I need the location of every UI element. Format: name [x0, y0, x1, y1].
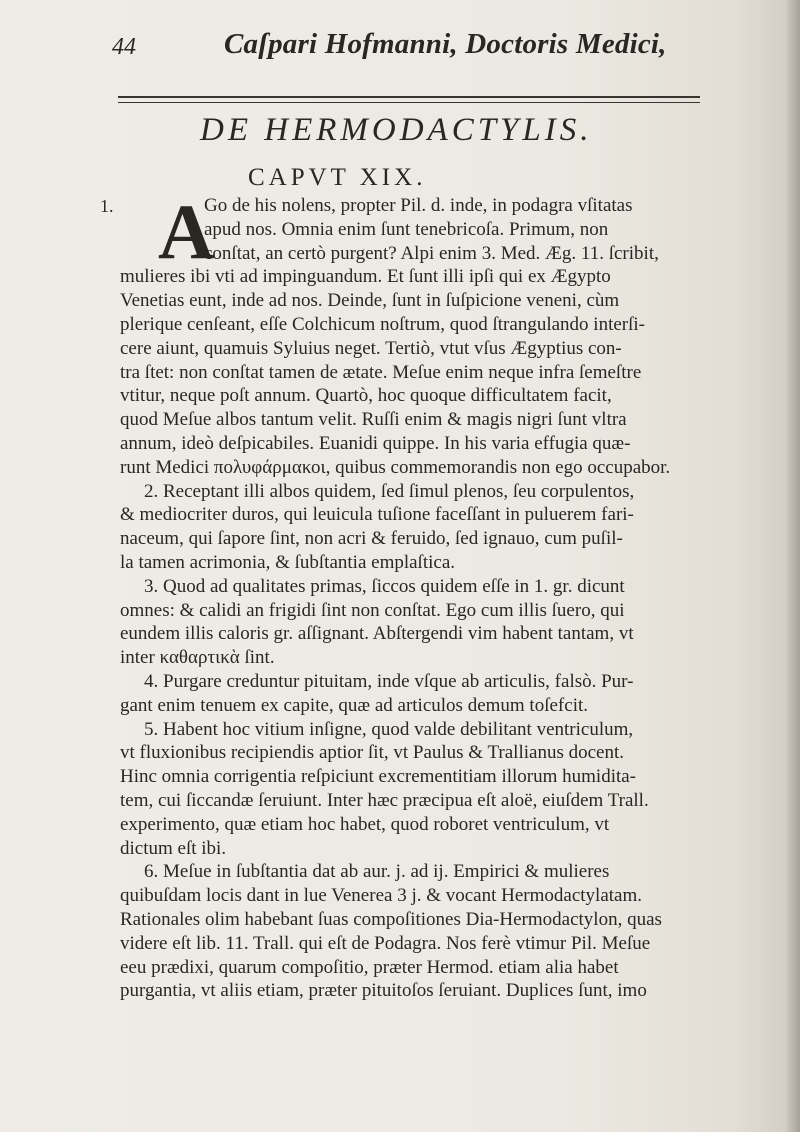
text-line: Hinc omnia corrigentia reſpiciunt excrementitiam illorum humidita- [120, 766, 637, 788]
text-line: Go de his nolens, propter Pil. d. inde, in podagra vſitatas [204, 195, 633, 216]
text-line: purgantia, vt aliis etiam, præter pituitoſos ſeruiant. Duplices ſunt, imo [120, 980, 647, 1002]
text-line: dictum eſt ibi. [120, 837, 227, 859]
text-line: vt fluxionibus recipiendis aptior ſit, vt Paulus & Trallianus docent. [120, 742, 624, 764]
text-line: omnes: & calidi an frigidi ſint non conſtat. Ego cum illis ſuero, qui [120, 599, 625, 621]
text-line: 2. Receptant illi albos quidem, ſed ſimul plenos, ſeu corpulentos, [144, 480, 635, 502]
text-line: runt Medici πολυφάρμακοι, quibus commemorandis non ego occupabor. [120, 456, 671, 478]
text-line: 6. Meſue in ſubſtantia dat ab aur. j. ad ij. Empirici & mulieres [144, 861, 610, 883]
text-line: tra ſtet: non conſtat tamen de ætate. Meſue enim neque infra ſemeſtre [120, 361, 642, 383]
page-number: 44 [112, 34, 136, 60]
text-line: tem, cui ſiccandæ ſeruiunt. Inter hæc præcipua eſt aloë, eiuſdem Trall. [120, 789, 649, 811]
text-line: inter καθαρτικὰ ſint. [120, 647, 275, 669]
text-line: eeu prædixi, quarum compoſitio, præter Hermod. etiam alia habet [120, 956, 619, 978]
text-line: experimento, quæ etiam hoc habet, quod roboret ventriculum, vt [120, 813, 610, 835]
text-line: videre eſt lib. 11. Trall. qui eſt de Podagra. Nos ferè vtimur Pil. Meſue [120, 932, 651, 954]
header-rule [118, 96, 700, 103]
text-line: naceum, qui ſapore ſint, non acri & feruido, ſed ignauo, cum puſil- [120, 528, 623, 550]
text-line: cere aiunt, quamuis Syluius neget. Tertiò, vtut vſus Ægyptius con- [120, 337, 622, 359]
text-line: apud nos. Omnia enim ſunt tenebricoſa. Primum, non [204, 218, 609, 240]
section-title: DE HERMODACTYLIS. [200, 112, 593, 148]
text-line: eundem illis caloris gr. aſſignant. Abſtergendi vim habent tantam, vt [120, 623, 634, 645]
paragraph-number: 1. [100, 196, 114, 216]
drop-cap: A [158, 188, 215, 275]
text-line: annum, ideò deſpicabiles. Euanidi quippe. In his varia effugia quæ- [120, 432, 631, 454]
text-line: 4. Purgare creduntur pituitam, inde vſque ab articulis, falsò. Pur- [144, 670, 634, 692]
text-line: vtitur, neque poſt annum. Quartò, hoc quoque difficultatem facit, [120, 385, 612, 407]
page-edge-shadow [786, 0, 800, 1132]
text-line: la tamen acrimonia, & ſubſtantia emplaſtica. [120, 551, 456, 573]
running-head [112, 20, 712, 68]
text-line: mulieres ibi vti ad impinguandum. Et ſunt illi ipſi qui ex Ægypto [120, 266, 611, 288]
text-line: quibuſdam locis dant in lue Venerea 3 j. & vocant Hermodactylatam. [120, 885, 642, 907]
running-head-title: Caſpari Hofmanni, Doctoris Medici, [224, 28, 667, 60]
text-line: gant enim tenuem ex capite, quæ ad articulos demum toſefcit. [120, 694, 588, 716]
body-text [120, 188, 760, 1003]
text-line: Venetias eunt, inde ad nos. Deinde, ſunt in ſuſpicione veneni, cùm [120, 290, 620, 312]
text-line: conſtat, an certò purgent? Alpi enim 3. Med. Æg. 11. ſcribit, [204, 242, 659, 264]
chapter-heading: CAPVT XIX. [248, 164, 427, 191]
text-line: plerique cenſeant, eſſe Colchicum noſtrum, quod ſtrangulando interſi- [120, 313, 645, 335]
text-line: 3. Quod ad qualitates primas, ſiccos quidem eſſe in 1. gr. dicunt [144, 575, 625, 597]
text-line: 5. Habent hoc vitium inſigne, quod valde debilitant ventriculum, [144, 718, 634, 740]
text-line: Rationales olim habebant ſuas compoſitiones Dia-Hermodactylon, quas [120, 908, 662, 930]
text-line: & mediocriter duros, qui leuicula tuſione faceſſant in puluerem fari- [120, 504, 634, 526]
text-line: quod Meſue albos tantum velit. Ruſſi enim & magis nigri ſunt vltra [120, 409, 627, 431]
